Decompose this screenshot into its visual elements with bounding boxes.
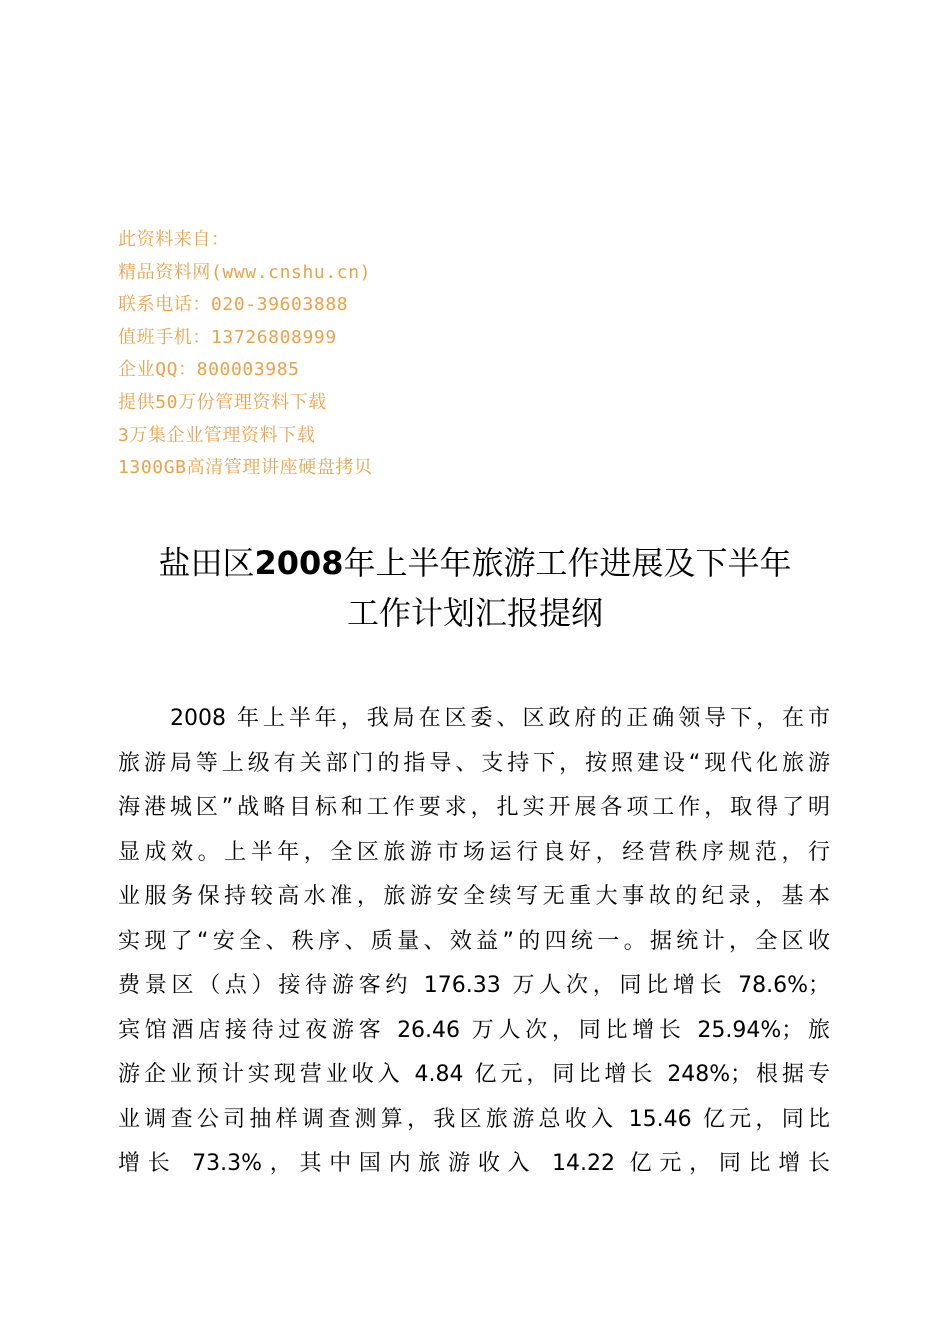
document-title <box>100 538 850 638</box>
source-info-line: 精品资料网(www.cnshu.cn) <box>118 261 372 283</box>
source-info-line: 此资料来自： <box>118 229 230 250</box>
body-line: 宾馆酒店接待过夜游客 26.46 万人次，同比增长 25.94%；旅 <box>118 1017 830 1043</box>
source-info-line: 1300GB高清管理讲座硬盘拷贝 <box>118 457 373 479</box>
body-line: 业服务保持较高水准，旅游安全续写无重大事故的纪录，基本 <box>118 884 830 909</box>
source-info-line: 3万集企业管理资料下载 <box>118 424 316 446</box>
body-line: 旅游局等上级有关部门的指导、支持下，按照建设“现代化旅游 <box>118 750 830 776</box>
title-line-1: 盐田区2008年上半年旅游工作进展及下半年 <box>158 544 792 582</box>
body-line: 增长 73.3%，其中国内旅游收入 14.22 亿元，同比增长 <box>118 1151 830 1176</box>
source-info-line: 企业QQ：800003985 <box>118 359 300 381</box>
body-line: 2008 年上半年，我局在区委、区政府的正确领导下，在市 <box>170 706 830 731</box>
source-info-block <box>118 224 538 485</box>
body-line: 游企业预计实现营业收入 4.84 亿元，同比增长 248%；根据专 <box>118 1062 830 1087</box>
body-line: 显成效。上半年，全区旅游市场运行良好，经营秩序规范，行 <box>118 839 830 865</box>
source-info-line: 值班手机：13726808999 <box>118 326 337 348</box>
body-line: 实现了“安全、秩序、质量、效益”的四统一。据统计，全区收 <box>118 928 830 954</box>
body-paragraph <box>118 697 830 1187</box>
source-info-line: 联系电话：020-39603888 <box>118 294 349 316</box>
source-info-line: 提供50万份管理资料下载 <box>118 391 327 413</box>
title-line-2: 工作计划汇报提纲 <box>346 594 603 632</box>
body-line: 业调查公司抽样调查测算，我区旅游总收入 15.46 亿元，同比 <box>118 1106 830 1132</box>
body-line: 海港城区”战略目标和工作要求，扎实开展各项工作，取得了明 <box>118 795 830 820</box>
body-line: 费景区（点）接待游客约 176.33 万人次，同比增长 78.6%； <box>118 973 830 998</box>
